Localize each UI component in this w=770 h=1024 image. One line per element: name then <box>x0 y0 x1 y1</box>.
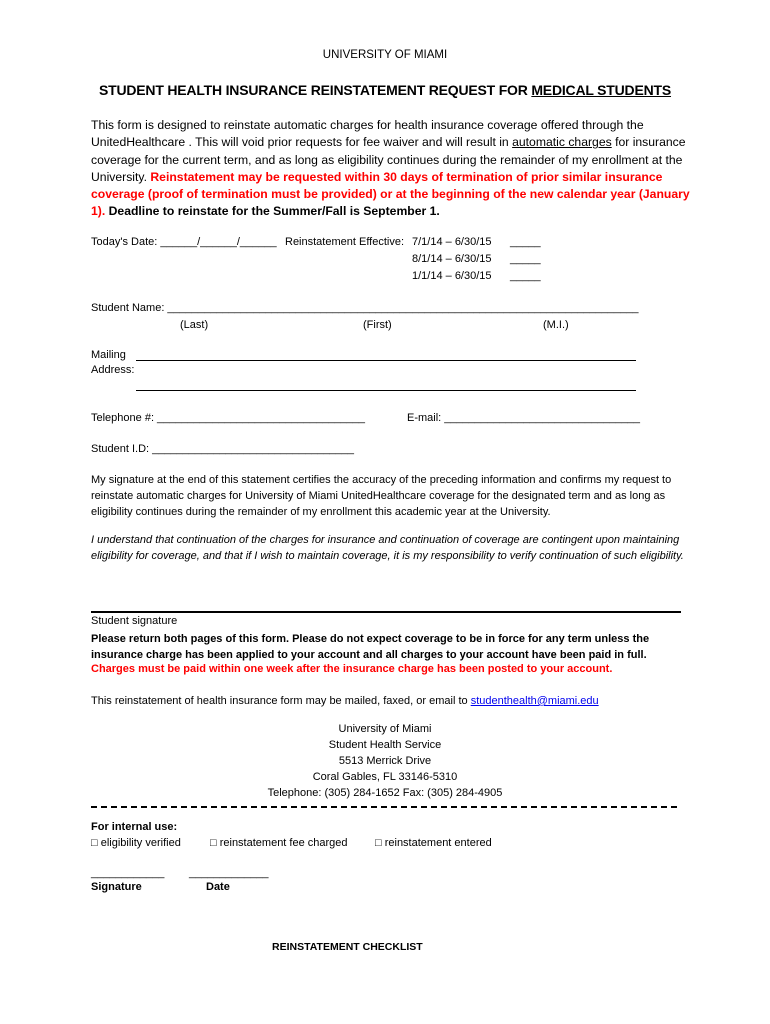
name-last-caption: (Last) <box>180 319 209 331</box>
address-line-3: 5513 Merrick Drive <box>338 755 432 767</box>
checkbox-reinstatement-entered[interactable] <box>375 837 492 849</box>
mailing-instructions <box>91 695 599 707</box>
form-title <box>0 82 770 98</box>
effective-option-1[interactable] <box>412 236 492 248</box>
checkbox-icon[interactable]: □ <box>375 837 382 849</box>
checkbox-eligibility-verified[interactable] <box>91 837 181 849</box>
effective-blank-3[interactable]: _____ <box>510 270 541 282</box>
address-line-4: Coral Gables, FL 33146-5310 <box>312 771 458 783</box>
checkbox-icon[interactable]: □ <box>91 837 98 849</box>
address-line-5: Telephone: (305) 284-1652 Fax: (305) 284-4905 <box>267 787 503 799</box>
deadline-note: Deadline to reinstate for the Summer/Fall is September 1. <box>105 204 440 219</box>
certification-paragraph: My signature at the end of this statement certifies the accuracy of the preceding information and confirms my request to reinstate automatic charges for University of Miami UnitedHealthcare coverage for the designated term and as long as eligibility continues during the remainder of my enrollment this academic year at the University. <box>91 474 672 518</box>
internal-use-title: For internal use: <box>91 821 178 833</box>
mailing-label: Mailing <box>91 349 126 361</box>
mailing-line-2[interactable] <box>136 390 636 391</box>
name-first-caption: (First) <box>363 319 392 331</box>
effective-range: 7/1/14 – 6/30/15 <box>412 236 492 248</box>
understanding-paragraph: I understand that continuation of the charges for insurance and continuation of coverage are contingent upon maintaining eligibility for coverage, and that if I wish to maintain coverage, it is my responsibility to verify continuation of such eligibility. <box>91 534 684 562</box>
effective-option-3[interactable] <box>412 270 492 282</box>
effective-blank-1[interactable]: _____ <box>510 236 541 248</box>
reinstatement-checklist-heading: REINSTATEMENT CHECKLIST <box>272 941 423 953</box>
address-label: Address: <box>91 364 135 376</box>
form-title-underlined: MEDICAL STUDENTS <box>531 82 672 98</box>
checkbox-icon[interactable]: □ <box>210 837 217 849</box>
name-mi-caption: (M.I.) <box>543 319 569 331</box>
telephone-field[interactable]: Telephone #: __________________________________ <box>91 412 366 424</box>
checkbox-label: reinstatement fee charged <box>219 837 348 849</box>
checkbox-fee-charged[interactable] <box>210 837 348 849</box>
todays-date-field[interactable]: Today's Date: ______/______/______ <box>91 236 277 248</box>
form-title-main: STUDENT HEALTH INSURANCE REINSTATEMENT REQUEST FOR <box>98 82 532 98</box>
effective-blank-2[interactable]: _____ <box>510 253 541 265</box>
signature-line[interactable] <box>91 611 681 613</box>
intro-paragraph <box>91 117 691 221</box>
return-instructions: Please return both pages of this form. Please do not expect coverage to be in force for any term unless the insurance charge has been applied to your account and all charges to your account have been paid in full. <box>91 633 650 661</box>
reinstatement-effective-label: Reinstatement Effective: <box>285 236 405 248</box>
internal-date-label: Date <box>206 881 230 893</box>
checkbox-label: reinstatement entered <box>384 837 492 849</box>
student-health-email-link[interactable]: studenthealth@miami.edu <box>470 695 599 707</box>
cut-line <box>91 806 677 808</box>
intro-text-1: This form is designed to reinstate automatic charges for health insurance coverage offered through the UnitedHealthcare . This will void prior requests for fee waiver and will result in <box>91 118 644 150</box>
effective-range: 8/1/14 – 6/30/15 <box>412 253 492 265</box>
effective-range: 1/1/14 – 6/30/15 <box>412 270 492 282</box>
reinstatement-window-note: Reinstatement may be requested within 30 days of termination of prior similar insurance coverage (proof of termination must be provided) or at the beginning of the new calendar year (January 1). <box>91 169 690 219</box>
institution-name: UNIVERSITY OF MIAMI <box>322 49 448 61</box>
internal-signature-blank[interactable]: ____________ <box>91 867 165 879</box>
effective-option-2[interactable] <box>412 253 492 265</box>
student-id-field[interactable]: Student I.D: _________________________________ <box>91 443 355 455</box>
email-field[interactable]: E-mail: ________________________________ <box>407 412 641 424</box>
mailing-instructions-text: This reinstatement of health insurance form may be mailed, faxed, or email to <box>91 695 471 707</box>
internal-date-blank[interactable]: _____________ <box>189 867 269 879</box>
checkbox-label: eligibility verified <box>100 837 181 849</box>
address-line-1: University of Miami <box>338 723 432 735</box>
address-line-2: Student Health Service <box>328 739 442 751</box>
automatic-charges-text: automatic charges <box>512 135 612 150</box>
student-signature-label: Student signature <box>91 615 178 627</box>
mailing-line-1[interactable] <box>136 360 636 361</box>
intro-text-2: for insurance coverage for the current term, and as long as eligibility continues during the remainder of my enrollment at the University. <box>91 135 686 184</box>
internal-signature-label: Signature <box>91 881 142 893</box>
student-name-field[interactable]: Student Name: _____________________________________________________________________________ <box>91 302 639 314</box>
payment-deadline-note: Charges must be paid within one week after the insurance charge has been posted to your account. <box>91 663 613 675</box>
